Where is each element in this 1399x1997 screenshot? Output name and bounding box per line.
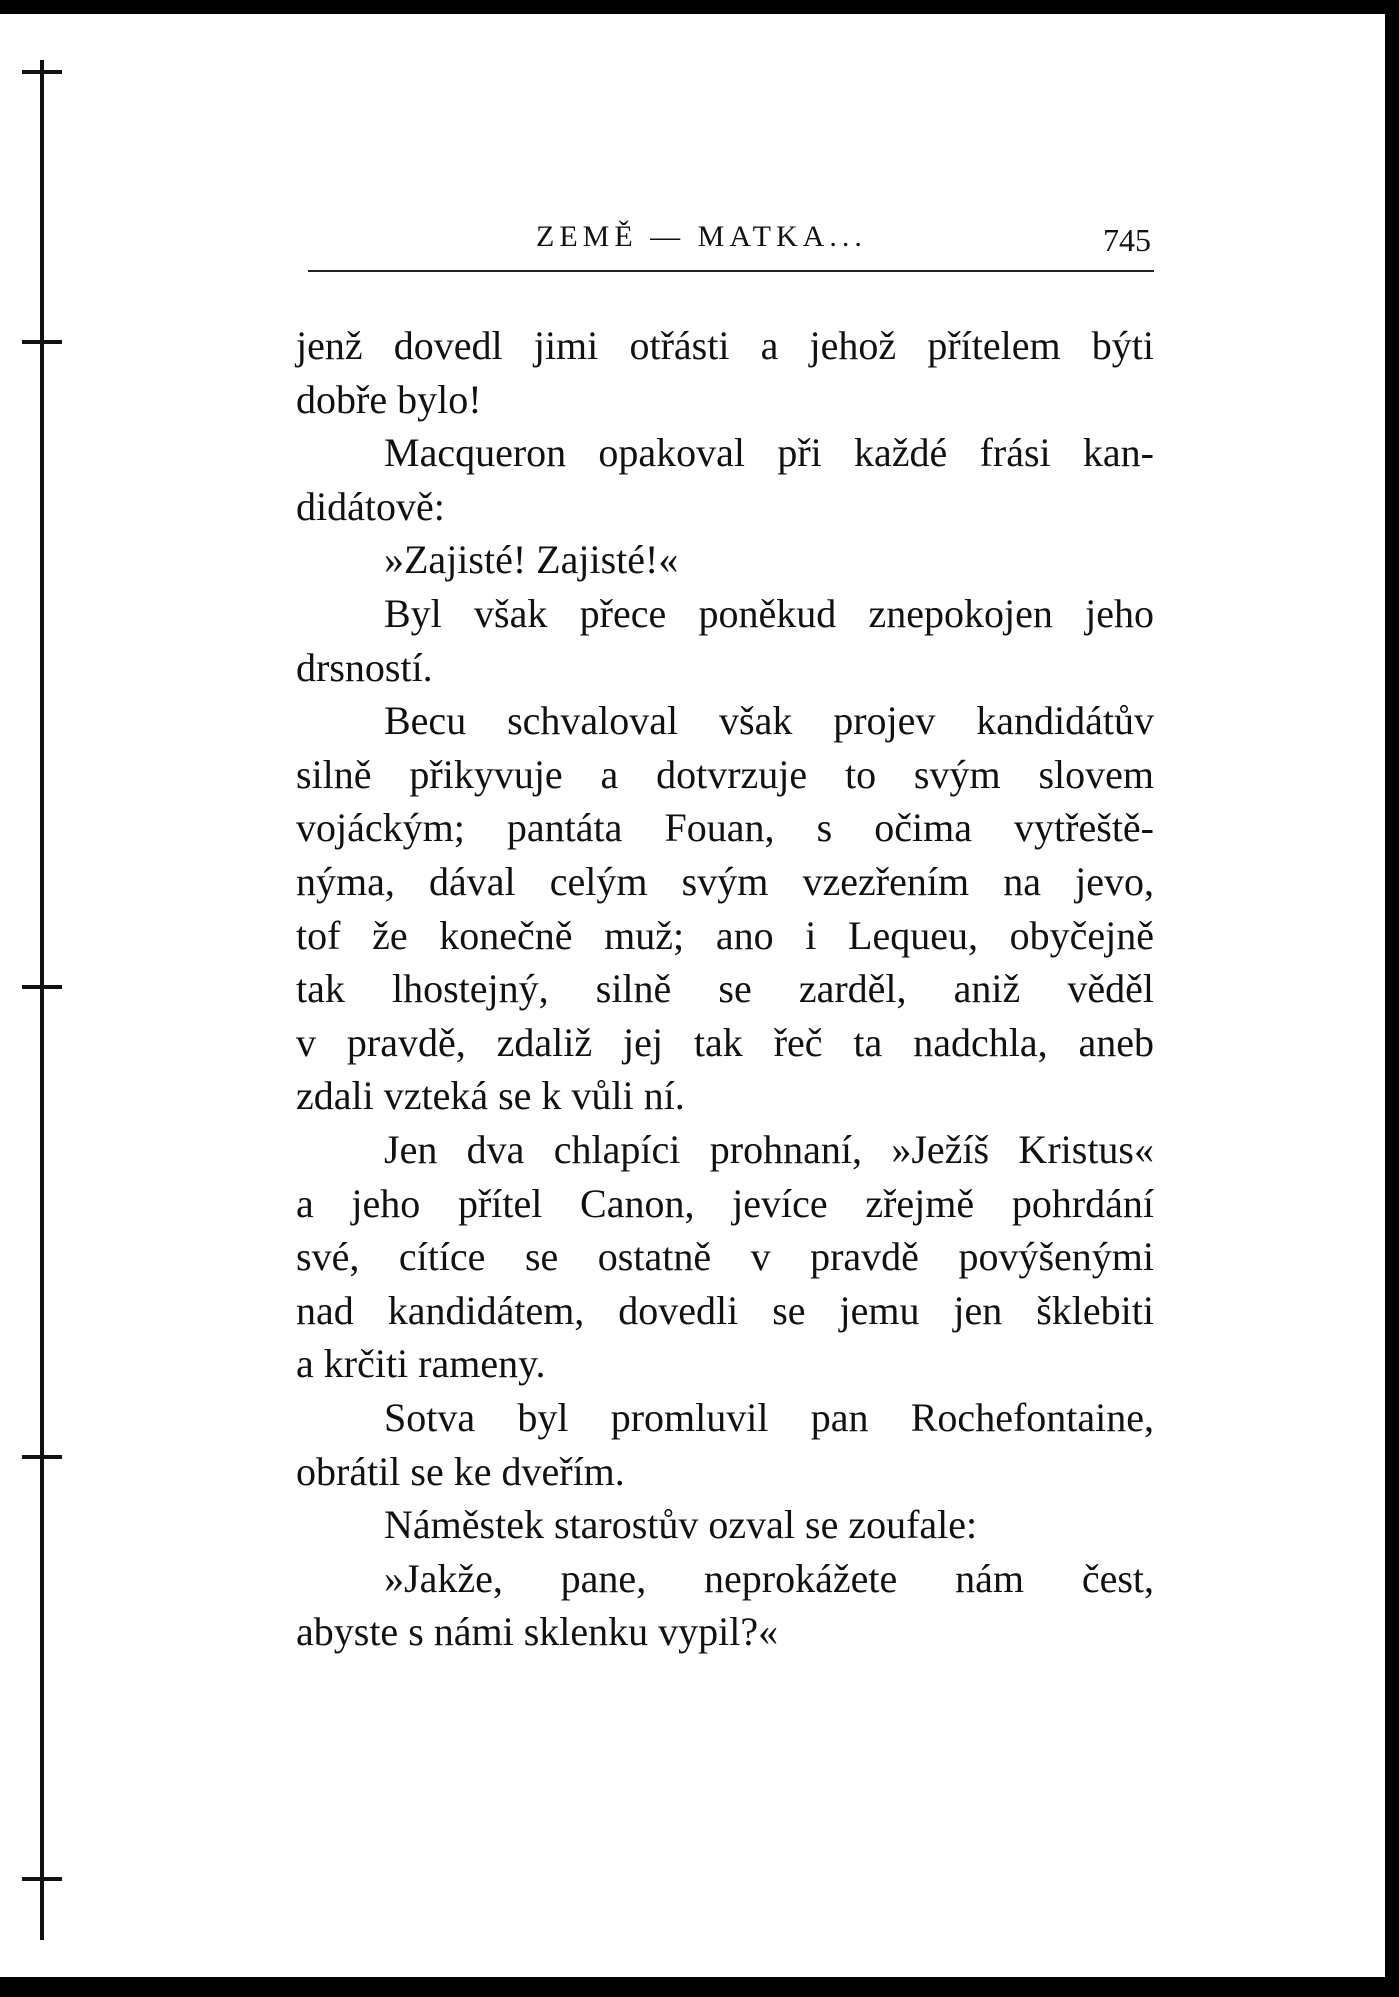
text-line: vojáckým; pantáta Fouan, s očima vytřeště- (296, 805, 1154, 851)
text-line: »Jakže, pane, neprokážete nám čest, (384, 1555, 1154, 1601)
text-line: své, cítíce se ostatně v pravdě povýšenými (296, 1234, 1154, 1280)
text-line: Sotva byl promluvil pan Rochefontaine, (384, 1395, 1154, 1440)
text-line: »Zajisté! Zajisté!« (384, 537, 679, 583)
text-line: nýma, dával celým svým vzezřením na jevo, (296, 859, 1154, 904)
text-line: Byl však přece poněkud znepokojen jeho (384, 591, 1154, 636)
text-line: tof že konečně muž; ano i Lequeu, obyčejně (296, 912, 1154, 958)
text-line: drsností. (296, 644, 433, 690)
page-number: 745 (1103, 222, 1151, 258)
text-line: a jeho přítel Canon, jevíce zřejmě pohrdání (296, 1180, 1154, 1226)
text-line: silně přikyvuje a dotvrzuje to svým slovem (296, 751, 1154, 797)
text-line: dobře bylo! (296, 376, 482, 422)
text-line: Macqueron opakoval při každé frási kan- (384, 430, 1154, 476)
text-line: tak lhostejný, silně se zarděl, aniž věděl (296, 966, 1154, 1012)
running-title: ZEMĚ — MATKA... (536, 220, 867, 253)
header-rule (308, 270, 1154, 272)
text-line: nad kandidátem, dovedli se jemu jen šklebiti (296, 1287, 1154, 1333)
text-line: jenž dovedl jimi otřásti a jehož přítelem býti (296, 323, 1154, 368)
text-line: Jen dva chlapíci prohnaní, »Ježíš Kristus« (384, 1127, 1154, 1172)
text-line: didátově: (296, 483, 445, 529)
text-line: Náměstek starostův ozval se zoufale: (384, 1502, 978, 1548)
text-line: abyste s námi sklenku vypil?« (296, 1609, 779, 1655)
text-line: zdali vzteká se k vůli ní. (296, 1073, 685, 1119)
text-line: v pravdě, zdaliž jej tak řeč ta nadchla, aneb (296, 1019, 1154, 1065)
text-line: a krčiti rameny. (296, 1341, 546, 1387)
text-line: Becu schvaloval však projev kandidátův (384, 698, 1154, 744)
text-line: obrátil se ke dveřím. (296, 1448, 625, 1494)
